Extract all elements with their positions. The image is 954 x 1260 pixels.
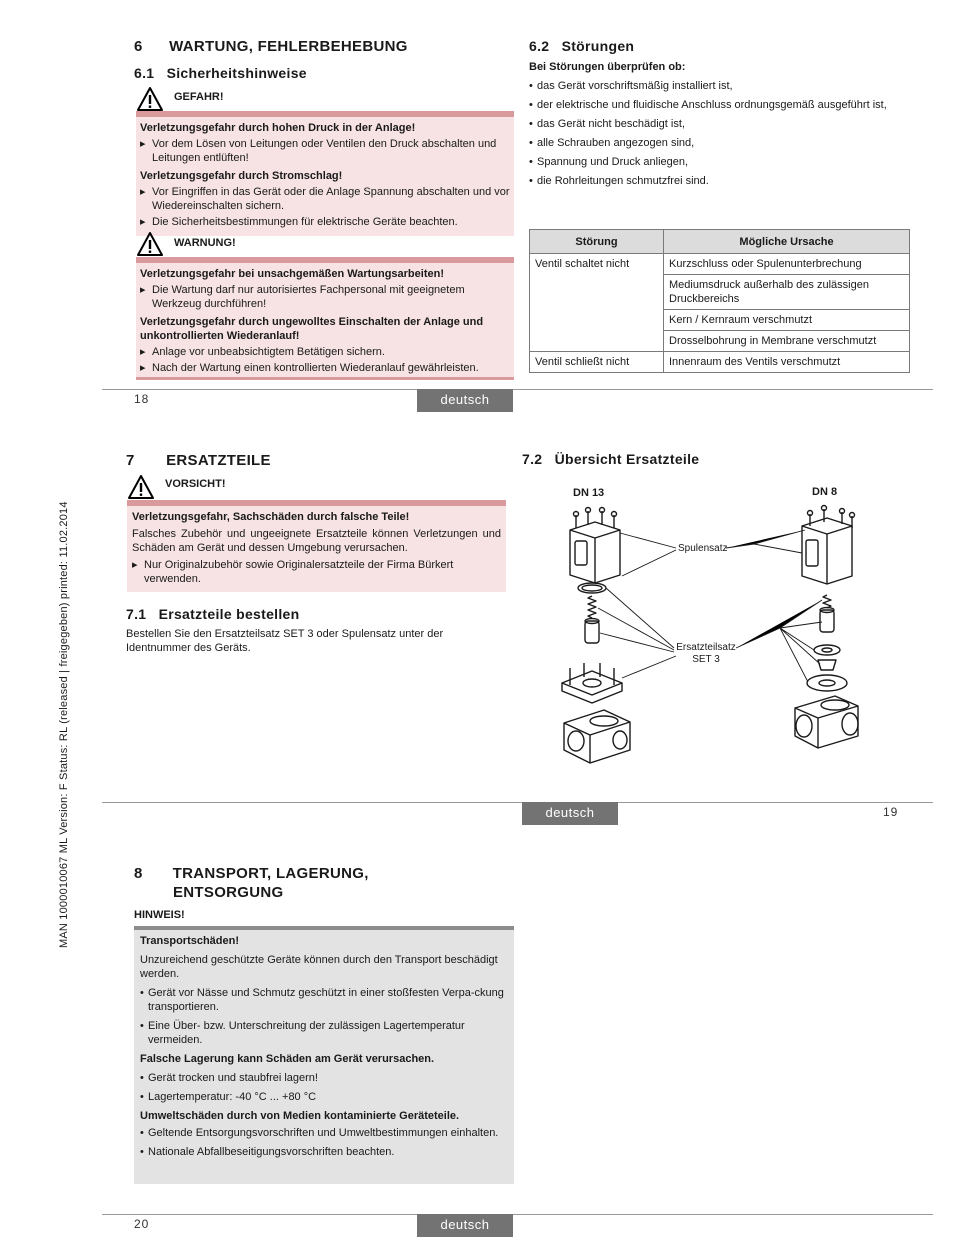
table-cell-cause: Kern / Kernraum verschmutzt <box>664 310 910 331</box>
warning-notice <box>136 231 514 380</box>
notice-label: HINWEIS! <box>134 909 185 921</box>
table-row <box>530 352 910 373</box>
leader-lines <box>598 530 822 682</box>
coil-dn8-icon <box>802 506 855 585</box>
warning-triangle-icon <box>136 231 164 257</box>
list-item: • Nationale Abfallbeseitigungsvorschriften beachten. <box>140 1146 395 1158</box>
figure-label-dn8: DN 8 <box>812 486 838 498</box>
section-6-1-heading <box>134 65 307 81</box>
core-dn8-icon <box>820 608 834 633</box>
spring-dn13-icon <box>588 596 596 618</box>
list-item: ▸ Nach der Wartung einen kontrollierten Wiederanlauf gewährleisten. <box>140 362 479 374</box>
list-item: ▸ Die Wartung darf nur autorisiertes Fachpersonal mit geeignetem Werkzeug durchführen! <box>140 284 465 310</box>
section-number: 7.2 <box>522 451 543 467</box>
notice-heading-transport: Transportschäden! <box>140 935 240 947</box>
list-item: ▸ Vor dem Lösen von Leitungen oder Ventilen den Druck abschalten und Leitungen entlüften! <box>140 138 497 164</box>
section-number: 6.1 <box>134 65 155 81</box>
warning-heading-maintenance: Verletzungsgefahr bei unsachgemäßen Wartungsarbeiten! <box>140 268 444 280</box>
figure-label-coil-set: Spulensatz <box>678 543 728 554</box>
caution-heading: Verletzungsgefahr, Sachschäden durch falsche Teile! <box>132 511 410 523</box>
notice-heading-storage: Falsche Lagerung kann Schäden am Gerät verursachen. <box>140 1053 435 1065</box>
list-item: • Spannung und Druck anliegen, <box>529 156 689 168</box>
section-number: 7.1 <box>126 606 147 622</box>
seal-cone-icon <box>818 660 836 670</box>
page-number: 20 <box>134 1217 150 1231</box>
fault-table <box>529 229 910 373</box>
table-cell-cause: Mediumsdruck außerhalb des zulässigen Druckbereichs <box>664 275 910 310</box>
table-cell-cause: Innenraum des Ventils verschmutzt <box>664 352 910 373</box>
list-item: • Gerät vor Nässe und Schmutz geschützt in einer stoßfesten Verpa-ckung transportieren. <box>140 987 504 1013</box>
list-item: • das Gerät nicht beschädigt ist, <box>529 118 685 130</box>
warning-triangle-icon <box>136 86 164 112</box>
page-number: 18 <box>134 392 150 406</box>
section-8-heading <box>134 864 369 902</box>
warning-triangle-icon <box>127 474 155 500</box>
caution-text: Falsches Zubehör und ungeeignete Ersatzteile können Verletzungen und Schäden am Gerät und dessen Umgebung verursachen. <box>132 528 501 554</box>
section-title-cont: ENTSORGUNG <box>173 884 284 901</box>
section-title: Ersatzteile bestellen <box>158 606 300 622</box>
figure-label-dn13: DN 13 <box>573 487 605 499</box>
danger-heading-shock: Verletzungsgefahr durch Stromschlag! <box>140 170 343 182</box>
valve-body-dn8-icon <box>795 696 858 748</box>
coil-dn13-icon <box>570 508 620 584</box>
list-item: ▸ Die Sicherheitsbestimmungen für elektrische Geräte beachten. <box>140 216 458 228</box>
list-item: ▸ Nur Originalzubehör sowie Originalersatzteile der Firma Bürkert verwenden. <box>132 559 454 585</box>
danger-notice <box>136 86 514 236</box>
language-tab: deutsch <box>417 389 513 412</box>
language-tab: deutsch <box>522 802 618 825</box>
notice-box <box>134 906 514 1184</box>
exploded-view-drawing <box>540 478 920 768</box>
seal-disc-icon <box>814 645 840 655</box>
list-item: • das Gerät vorschriftsmäßig installiert ist, <box>529 80 733 92</box>
section-7-2-heading <box>522 451 699 467</box>
list-item: • alle Schrauben angezogen sind, <box>529 137 695 149</box>
column-header: Mögliche Ursache <box>664 230 910 254</box>
section-number: 6 <box>134 38 143 55</box>
table-row <box>530 254 910 275</box>
checklist-intro: Bei Störungen überprüfen ob: <box>529 61 686 73</box>
language-tab: deutsch <box>417 1214 513 1237</box>
list-item: • Gerät trocken und staubfrei lagern! <box>140 1072 318 1084</box>
section-number: 7 <box>126 452 135 469</box>
table-cell-fault: Ventil schließt nicht <box>530 352 664 373</box>
list-item: • Eine Über- bzw. Unterschreitung der zulässigen Lagertemperatur vermeiden. <box>140 1020 465 1046</box>
diaphragm-icon <box>807 675 847 691</box>
list-item: • Lagertemperatur: -40 °C ... +80 °C <box>140 1091 317 1103</box>
list-item: • der elektrische und fluidische Anschluss ordnungsgemäß ausgeführt ist, <box>529 99 887 111</box>
fault-checklist <box>529 60 909 188</box>
list-item: • Geltende Entsorgungsvorschriften und Umweltbestimmungen einhalten. <box>140 1127 499 1139</box>
valve-body-dn13-icon <box>564 710 630 763</box>
table-header-row <box>530 230 910 254</box>
caution-notice <box>127 474 506 592</box>
section-6-heading <box>134 38 408 55</box>
bonnet-dn13-icon <box>562 663 622 703</box>
warning-label: WARNUNG! <box>174 237 236 249</box>
document-side-note: MAN 1000010067 ML Version: F Status: RL (released | freigegeben) printed: 11.02.2014 <box>58 501 70 948</box>
table-cell-fault: Ventil schaltet nicht <box>530 254 664 352</box>
notice-heading-environment: Umweltschäden durch von Medien kontaminierte Geräteteile. <box>140 1110 460 1122</box>
notice-text: Unzureichend geschützte Geräte können durch den Transport beschädigt werden. <box>140 954 498 980</box>
section-number: 6.2 <box>529 38 550 54</box>
danger-label: GEFAHR! <box>174 91 224 103</box>
page-number: 19 <box>883 805 899 819</box>
footer-divider <box>102 802 933 803</box>
section-title: WARTUNG, FEHLERBEHEBUNG <box>169 38 408 55</box>
section-title: ERSATZTEILE <box>166 452 271 469</box>
core-dn13-icon <box>585 619 599 644</box>
footer-divider <box>102 1214 933 1215</box>
list-item: • die Rohrleitungen schmutzfrei sind. <box>529 175 709 187</box>
section-7-1-heading <box>126 606 300 622</box>
order-instructions: Bestellen Sie den Ersatzteilsatz SET 3 oder Spulensatz unter der Identnummer des Geräts. <box>126 628 444 654</box>
list-item: ▸ Anlage vor unbeabsichtigtem Betätigen sichern. <box>140 346 385 358</box>
figure-label-spare-set: Ersatzteilsatz SET 3 <box>676 642 736 665</box>
footer-divider <box>102 389 933 390</box>
section-title: Übersicht Ersatzteile <box>554 451 700 467</box>
table-cell-cause: Kurzschluss oder Spulenunterbrechung <box>664 254 910 275</box>
caution-label: VORSICHT! <box>165 478 226 490</box>
table-cell-cause: Drosselbohrung in Membrane verschmutzt <box>664 331 910 352</box>
spare-parts-figure <box>540 478 920 768</box>
section-7-heading <box>126 452 271 469</box>
section-title: TRANSPORT, LAGERUNG, <box>172 865 369 882</box>
spring-dn8-icon <box>823 595 831 608</box>
list-item: ▸ Vor Eingriffen in das Gerät oder die Anlage Spannung abschalten und vor Wiedereinschalten sichern. <box>140 186 510 212</box>
warning-heading-restart: Verletzungsgefahr durch ungewolltes Einschalten der Anlage und unkontrollierten Wiederanlauf! <box>140 316 484 342</box>
section-6-2-heading <box>529 38 634 54</box>
column-header: Störung <box>530 230 664 254</box>
section-title: Sicherheitshinweise <box>166 65 307 81</box>
section-number: 8 <box>134 865 143 882</box>
danger-heading-pressure: Verletzungsgefahr durch hohen Druck in der Anlage! <box>140 122 416 134</box>
section-title: Störungen <box>561 38 635 54</box>
